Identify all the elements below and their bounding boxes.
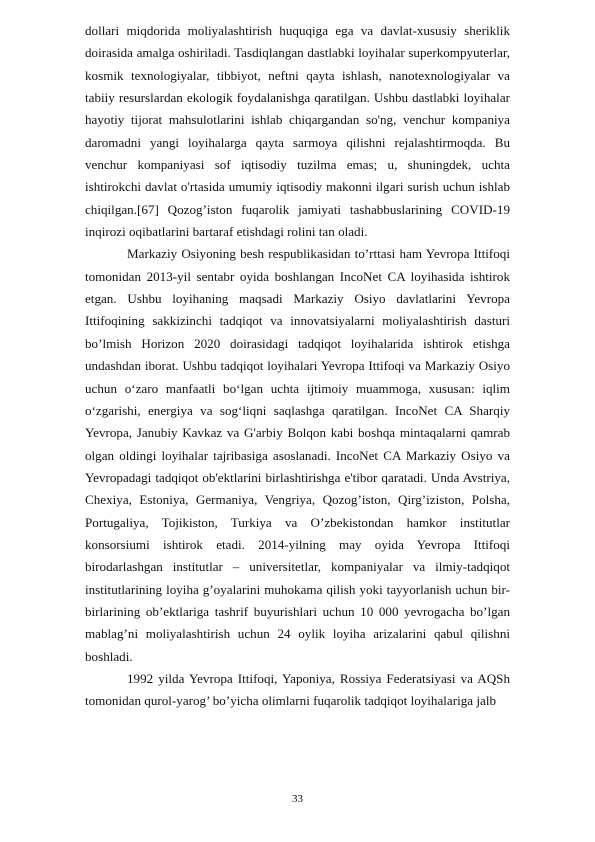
paragraph-1992: 1992 yilda Yevropa Ittifoqi, Yaponiya, Rossiya Federatsiyasi va AQSh tomonidan qurol-yarog’ bo’yicha olimlarni fuqarolik tadqiqot loyihalariga jalb: [85, 670, 510, 709]
paragraph-inconet: Markaziy Osiyoning besh respublikasidan to’rttasi ham Yevropa Ittifoqi tomonidan 2013-yil sentabr oyida boshlangan IncoNet CA loyihasida ishtirok etgan. Ushbu loyihaning maqsadi Markaziy Osiyo davlatlarini Yevropa Ittifoqining sakkizinchi tadqiqot va innovatsiyalarni moliyalashtirish dasturi bo’lmish Horizon 2020 doirasidagi tadqiqot loyihalarida ishtirok etishga undashdan iborat. Ushbu tadqiqot loyihalari Yevropa Ittifoqi va Markaziy Osiyo uchun o‘zaro manfaatli bo‘lgan uchta ijtimoiy muammoga, xususan: iqlim o‘zgarishi, energiya va sog‘liqni saqlashga qaratilgan. IncoNet CA Sharqiy Yevropa, Janubiy Kavkaz va G'arbiy Bolqon kabi boshqa mintaqalarni qamrab olgan oldingi loyihalar tajribasiga asoslanadi. IncoNet CA Markaziy Osiyo va Yevropadagi tadqiqot ob'ektlarini birlashtirishga e'tibor qaratadi. Unda Avstriya, Chexiya, Estoniya, Germaniya, Vengriya, Qozog’iston, Qirg’iziston, Polsha, Portugaliya, Tojikiston, Turkiya va O’zbekistondan hamkor institutlar konsorsiumi ishtirok etadi. 2014-yilning may oyida Yevropa Ittifoqi birodarlashgan institutlar – universitetlar, kompaniyalar va ilmiy-tadqiqot institutlarining loyiha g’oyalarini muhokama qilish yoki tayyorlanish uchun bir-birlarining ob’ektlariga tashrif buyurishlari uchun 10 000 yevrogacha bo’lgan mablag’ni moliyalashtirish uchun 24 oylik loyiha arizalarini qabul qilishni boshladi.: [85, 246, 510, 664]
paragraph-continued: dollari miqdorida moliyalashtirish huquqiga ega va davlat-xususiy sheriklik doirasida amalga oshiriladi. Tasdiqlangan dastlabki loyihalar superkompyuterlar, kosmik texnologiyalar, tibbiyot, neftni qayta ishlash, nanotexnologiyalar va tabiiy resurslardan ekologik foydalanishga qaratilgan. Ushbu dastlabki loyihalar hayotiy tijorat mahsulotlarini ishlab chiqargandan so'ng, venchur kompaniya daromadni yangi loyihalarga qayta sarmoya qilishni rejalashtirmoqda. Bu venchur kompaniyasi sof iqtisodiy tuzilma emas; u, shuningdek, uchta ishtirokchi davlat o'rtasida umumiy iqtisodiy makonni ilgari surish uchun ishlab chiqilgan.[67] Qozog’iston fuqarolik jamiyati tashabbuslarining COVID-19 inqirozi oqibatlarini bartaraf etishdagi rolini tan oladi.: [85, 23, 510, 240]
document-body: [85, 20, 510, 713]
page-number: 33: [292, 793, 303, 805]
